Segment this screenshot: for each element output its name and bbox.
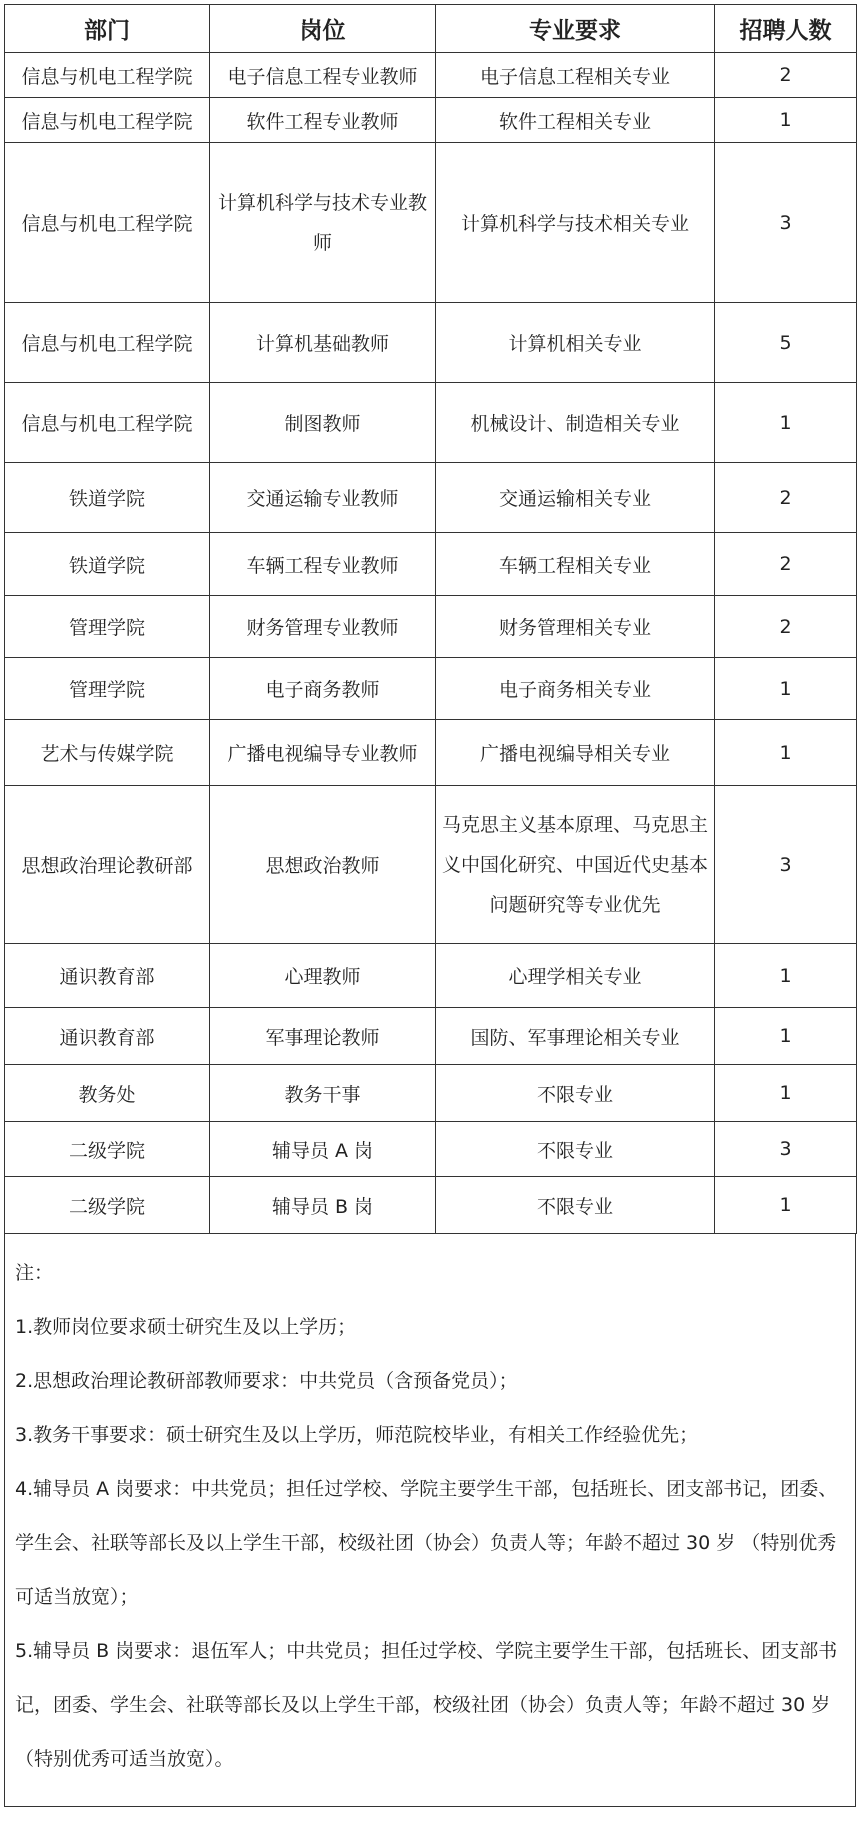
table-row [5,98,857,143]
table-row [5,596,857,658]
cell-department: 思想政治理论教研部 [5,786,210,944]
cell-position: 心理教师 [210,944,436,1008]
table-row [5,720,857,786]
note-item: 2.思想政治理论教研部教师要求：中共党员（含预备党员）； [15,1370,518,1392]
cell-headcount: 2 [715,596,857,658]
cell-department: 艺术与传媒学院 [5,720,210,786]
cell-department: 信息与机电工程学院 [5,383,210,463]
table-row [5,143,857,303]
cell-position: 辅导员 B 岗 [210,1177,436,1234]
cell-headcount: 2 [715,533,857,596]
recruitment-table [4,4,857,1234]
cell-headcount: 2 [715,463,857,533]
cell-position: 电子信息工程专业教师 [210,53,436,98]
cell-department: 管理学院 [5,658,210,720]
table-row [5,658,857,720]
cell-department: 信息与机电工程学院 [5,98,210,143]
cell-position: 军事理论教师 [210,1008,436,1065]
cell-position: 计算机科学与技术专业教师 [210,143,436,303]
cell-position: 制图教师 [210,383,436,463]
cell-position: 电子商务教师 [210,658,436,720]
cell-headcount: 1 [715,1008,857,1065]
notes-title: 注： [15,1262,54,1284]
cell-major-requirement: 车辆工程相关专业 [436,533,715,596]
cell-department: 管理学院 [5,596,210,658]
table-row [5,383,857,463]
cell-headcount: 1 [715,1065,857,1122]
table-row [5,463,857,533]
header-major-requirement: 专业要求 [436,5,715,53]
cell-department: 信息与机电工程学院 [5,53,210,98]
cell-major-requirement: 计算机相关专业 [436,303,715,383]
table-row [5,533,857,596]
cell-headcount: 1 [715,1177,857,1234]
cell-major-requirement: 电子信息工程相关专业 [436,53,715,98]
note-item: 1.教师岗位要求硕士研究生及以上学历； [15,1316,357,1338]
recruitment-document [4,4,856,1807]
header-position: 岗位 [210,5,436,53]
cell-position: 交通运输专业教师 [210,463,436,533]
cell-position: 辅导员 A 岗 [210,1122,436,1177]
cell-department: 铁道学院 [5,533,210,596]
cell-position: 广播电视编导专业教师 [210,720,436,786]
cell-department: 教务处 [5,1065,210,1122]
cell-major-requirement: 交通运输相关专业 [436,463,715,533]
cell-major-requirement: 国防、军事理论相关专业 [436,1008,715,1065]
cell-major-requirement: 软件工程相关专业 [436,98,715,143]
cell-position: 软件工程专业教师 [210,98,436,143]
note-item: 5.辅导员 B 岗要求：退伍军人；中共党员；担任过学校、学院主要学生干部，包括班长、团支部书记，团委、学生会、社联等部长及以上学生干部，校级社团（协会）负责人等；年龄不超过 30 岁 （特别优秀可适当放宽）。 [15,1640,838,1770]
table-header-row [5,5,857,53]
table-row [5,303,857,383]
cell-major-requirement: 财务管理相关专业 [436,596,715,658]
cell-major-requirement: 机械设计、制造相关专业 [436,383,715,463]
cell-position: 教务干事 [210,1065,436,1122]
cell-headcount: 1 [715,658,857,720]
cell-position: 计算机基础教师 [210,303,436,383]
table-row [5,1065,857,1122]
table-row [5,1008,857,1065]
header-headcount: 招聘人数 [715,5,857,53]
table-row [5,1177,857,1234]
table-row [5,53,857,98]
cell-headcount: 3 [715,1122,857,1177]
cell-headcount: 1 [715,98,857,143]
header-department: 部门 [5,5,210,53]
cell-headcount: 5 [715,303,857,383]
cell-headcount: 3 [715,143,857,303]
table-row [5,1122,857,1177]
cell-position: 思想政治教师 [210,786,436,944]
cell-department: 铁道学院 [5,463,210,533]
note-item: 3.教务干事要求：硕士研究生及以上学历，师范院校毕业，有相关工作经验优先； [15,1424,699,1446]
cell-headcount: 3 [715,786,857,944]
table-row [5,944,857,1008]
cell-headcount: 1 [715,383,857,463]
cell-department: 通识教育部 [5,944,210,1008]
cell-major-requirement: 电子商务相关专业 [436,658,715,720]
cell-major-requirement: 马克思主义基本原理、马克思主义中国化研究、中国近代史基本问题研究等专业优先 [436,786,715,944]
cell-major-requirement: 不限专业 [436,1122,715,1177]
cell-major-requirement: 不限专业 [436,1065,715,1122]
cell-headcount: 2 [715,53,857,98]
cell-department: 信息与机电工程学院 [5,303,210,383]
notes-section [4,1234,856,1807]
cell-department: 通识教育部 [5,1008,210,1065]
cell-headcount: 1 [715,944,857,1008]
cell-major-requirement: 广播电视编导相关专业 [436,720,715,786]
note-item: 4.辅导员 A 岗要求：中共党员；担任过学校、学院主要学生干部，包括班长、团支部书记，团委、学生会、社联等部长及以上学生干部，校级社团（协会）负责人等；年龄不超过 30 岁 （特别优秀可适当放宽）； [15,1478,838,1608]
cell-department: 二级学院 [5,1122,210,1177]
cell-department: 二级学院 [5,1177,210,1234]
cell-major-requirement: 心理学相关专业 [436,944,715,1008]
cell-department: 信息与机电工程学院 [5,143,210,303]
cell-major-requirement: 计算机科学与技术相关专业 [436,143,715,303]
cell-major-requirement: 不限专业 [436,1177,715,1234]
cell-headcount: 1 [715,720,857,786]
table-row [5,786,857,944]
cell-position: 车辆工程专业教师 [210,533,436,596]
cell-position: 财务管理专业教师 [210,596,436,658]
